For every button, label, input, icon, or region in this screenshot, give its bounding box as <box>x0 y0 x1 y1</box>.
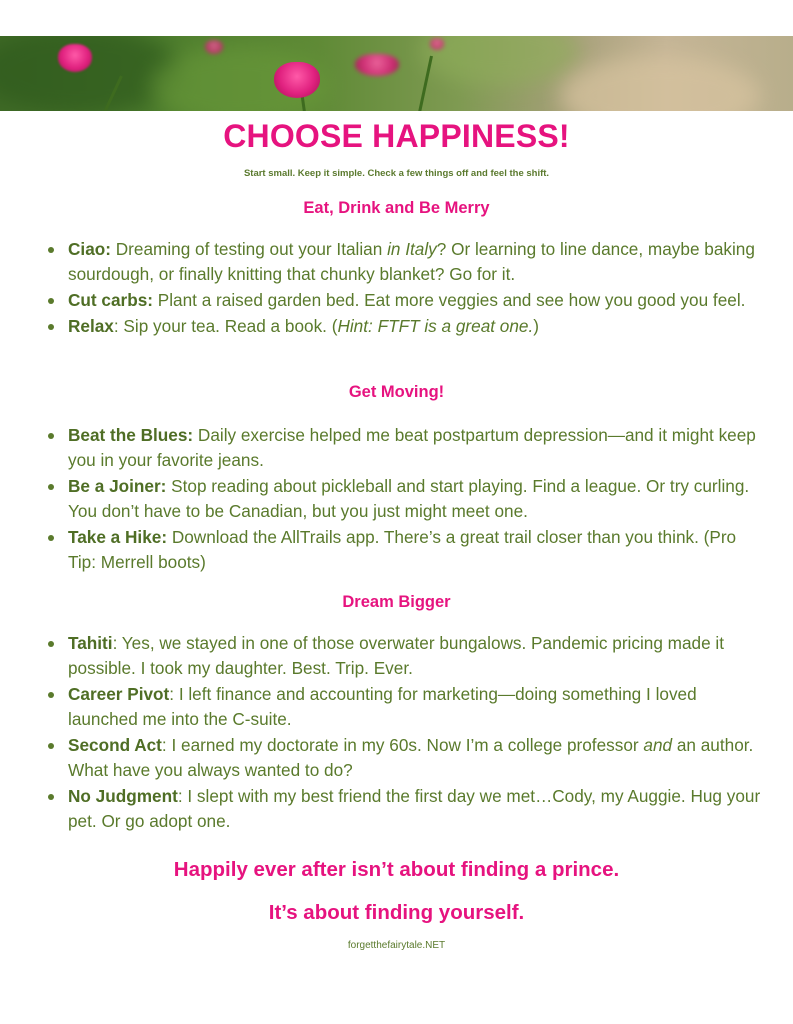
list-item <box>46 314 766 339</box>
item-label: Career Pivot <box>68 684 170 704</box>
section-heading-eat-drink: Eat, Drink and Be Merry <box>303 199 490 217</box>
page-subtitle: Start small. Keep it simple. Check a few things off and feel the shift. <box>243 168 550 179</box>
item-emphasis: and <box>643 735 673 755</box>
list-item <box>46 784 766 834</box>
bullet-dot-icon <box>48 247 54 253</box>
item-text: Plant a raised garden bed. Eat more veggies and see how you good you feel. <box>153 290 746 310</box>
list-dream-bigger <box>46 631 766 835</box>
bullet-dot-icon <box>48 743 54 749</box>
item-label: Second Act <box>68 735 162 755</box>
item-label: Tahiti <box>68 633 113 653</box>
item-label: Be a Joiner: <box>68 476 167 496</box>
item-text: : Yes, we stayed in one of those overwater bungalows. Pandemic pricing made it possible. I took my daughter. Best. Trip. Ever. <box>68 633 725 678</box>
bullet-dot-icon <box>48 433 54 439</box>
item-text: : I slept with my best friend the first day we met…Cody, my Auggie. Hug your pet. Or go adopt one. <box>68 786 761 831</box>
section-heading-dream-bigger: Dream Bigger <box>342 593 451 611</box>
bullet-dot-icon <box>48 641 54 647</box>
item-text-end: ? Or learning to line dance, maybe baking sourdough, or finally knitting that chunky blanket? Go for it. <box>68 239 755 284</box>
section-heading-get-moving: Get Moving! <box>348 383 445 401</box>
bullet-dot-icon <box>48 535 54 541</box>
item-text: Daily exercise helped me beat postpartum depression—and it might keep you in your favorite jeans. <box>68 425 756 470</box>
list-item <box>46 525 766 575</box>
item-text: Stop reading about pickleball and start playing. Find a league. Or try curling. You don’t have to be Canadian, but you just might meet one. <box>68 476 750 521</box>
footer-website: forgetthefairytale.NET <box>347 940 446 951</box>
item-label: Cut carbs: <box>68 290 153 310</box>
flower-icon <box>355 54 399 76</box>
list-item <box>46 237 766 287</box>
bullet-dot-icon <box>48 484 54 490</box>
flower-icon <box>274 62 320 98</box>
list-item <box>46 474 766 524</box>
page-title: CHOOSE HAPPINESS! <box>223 118 570 154</box>
item-text: : I left finance and accounting for marketing—doing something I loved launched me into the C-suite. <box>68 684 697 729</box>
item-text: : I earned my doctorate in my 60s. Now I’m a college professor <box>161 735 644 755</box>
bullet-dot-icon <box>48 324 54 330</box>
bullet-dot-icon <box>48 298 54 304</box>
list-item <box>46 682 766 732</box>
bullet-dot-icon <box>48 692 54 698</box>
closing-line-1: Happily ever after isn’t about finding a prince. <box>173 858 620 881</box>
list-item <box>46 288 766 313</box>
item-text: : Sip your tea. Read a book. ( <box>113 316 338 336</box>
list-item <box>46 733 766 783</box>
bullet-dot-icon <box>48 794 54 800</box>
item-emphasis: in Italy <box>387 239 437 259</box>
closing-line-2: It’s about finding yourself. <box>268 901 525 924</box>
flower-icon <box>205 40 223 54</box>
flower-icon <box>430 38 444 50</box>
list-item <box>46 423 766 473</box>
item-text: Dreaming of testing out your Italian <box>110 239 388 259</box>
list-get-moving <box>46 423 766 576</box>
item-text-end: an author. What have you always wanted to do? <box>68 735 754 780</box>
flower-icon <box>58 44 92 72</box>
item-label: Relax <box>68 316 114 336</box>
item-text: Download the AllTrails app. There’s a great trail closer than you think. (Pro Tip: Merrell boots) <box>68 527 737 572</box>
list-eat-drink <box>46 237 766 340</box>
flower-banner-image <box>0 36 793 111</box>
item-emphasis: Hint: FTFT is a great one. <box>337 316 534 336</box>
item-label: Take a Hike: <box>68 527 168 547</box>
item-label: Beat the Blues: <box>68 425 194 445</box>
item-text-end: ) <box>533 316 539 336</box>
item-label: No Judgment <box>68 786 178 806</box>
item-label: Ciao: <box>68 239 111 259</box>
list-item <box>46 631 766 681</box>
